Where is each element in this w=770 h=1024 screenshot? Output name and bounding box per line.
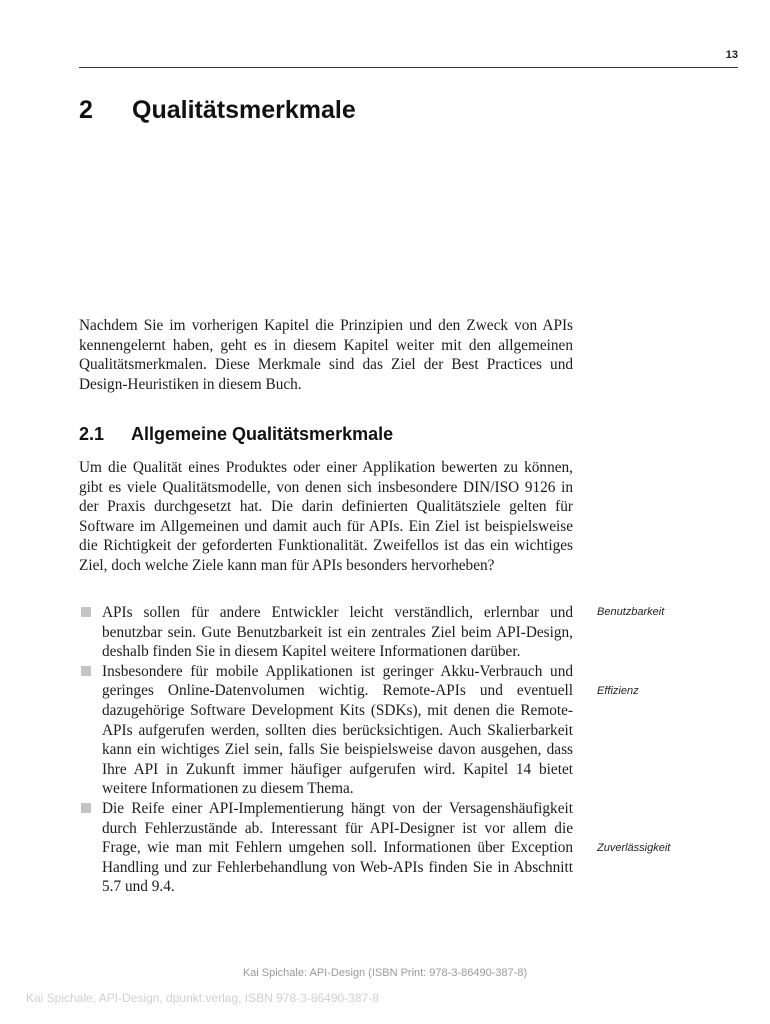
header-rule bbox=[79, 67, 738, 68]
bullet-list bbox=[79, 603, 573, 897]
margin-note-benutzbarkeit: Benutzbarkeit bbox=[597, 606, 665, 618]
watermark: Kai Spichale, API-Design, dpunkt.verlag, ISBN 978-3-86490-387-8 bbox=[26, 991, 379, 1005]
intro-paragraph: Nachdem Sie im vorherigen Kapitel die Prinzipien und den Zweck von APIs kennengelernt haben, geht es in diesem Kapitel weiter mit den allgemeinen Qualitätsmerkmalen. Diese Merkmale sind das Ziel der Best Practices und Design-Heuristiken in diesem Buch. bbox=[79, 317, 573, 393]
section-title: Allgemeine Qualitätsmerkmale bbox=[131, 424, 394, 444]
bullet-item-effizienz bbox=[79, 662, 573, 799]
margin-note-effizienz: Effizienz bbox=[597, 685, 639, 697]
chapter-number: 2 bbox=[79, 96, 93, 124]
square-bullet-icon bbox=[81, 607, 91, 617]
margin-note-zuverlaessigkeit: Zuverlässigkeit bbox=[597, 842, 671, 854]
bullet-text: Die Reife einer API-Implementierung hängt von der Versagenshäufigkeit durch Fehlerzustände ab. Interessant für API-Designer ist vor allem die Frage, wie man mit Fehlern umgehen soll. Informationen über Exception Handling und zur Fehlerbehandlung von Web-APIs finden Sie in Abschnitt 5.7 und 9.4. bbox=[102, 799, 573, 896]
bullet-item-zuverlaessigkeit bbox=[79, 799, 573, 897]
square-bullet-icon bbox=[81, 666, 91, 676]
section-number: 2.1 bbox=[79, 424, 105, 444]
footer-book-info: Kai Spichale: API-Design (ISBN Print: 978-3-86490-387-8) bbox=[242, 967, 528, 979]
page-number: 13 bbox=[725, 49, 738, 61]
bullet-text: APIs sollen für andere Entwickler leicht verständlich, erlernbar und benutzbar sein. Gute Benutzbarkeit ist ein zentrales Ziel beim API-Design, deshalb finden Sie in diesem Kapitel weitere Informationen darüber. bbox=[102, 604, 573, 661]
section-paragraph: Um die Qualität eines Produktes oder einer Applikation bewerten zu können, gibt es viele Qualitätsmodelle, von denen sich insbesondere DIN/ISO 9126 in der Praxis durchgesetzt hat. Die darin definierten Qualitätsziele gelten für Software im Allgemeinen und damit auch für APIs. Ein Ziel ist beispielsweise die Richtigkeit der geforderten Funktionalität. Zweifellos ist das ein wichtiges Ziel, doch welche Ziele kann man für APIs besonders hervorheben? bbox=[79, 459, 573, 574]
bullet-item-benutzbarkeit bbox=[79, 603, 573, 662]
chapter-title: Qualitätsmerkmale bbox=[132, 96, 356, 124]
square-bullet-icon bbox=[81, 803, 91, 813]
bullet-text: Insbesondere für mobile Applikationen ist geringer Akku-Verbrauch und geringes Online-Datenvolumen wichtig. Remote-APIs und eventuell dazugehörige Software Development Kits (SDKs), mit denen die Remote-APIs aufgerufen werden, sollten dies berücksichtigen. Auch Skalierbarkeit kann ein wichtiges Ziel sein, falls Sie beispielsweise davon ausgehen, dass Ihre API in Zukunft immer häufiger aufgerufen wird. Kapitel 14 bietet weitere Informationen zu diesem Thema. bbox=[102, 662, 573, 798]
